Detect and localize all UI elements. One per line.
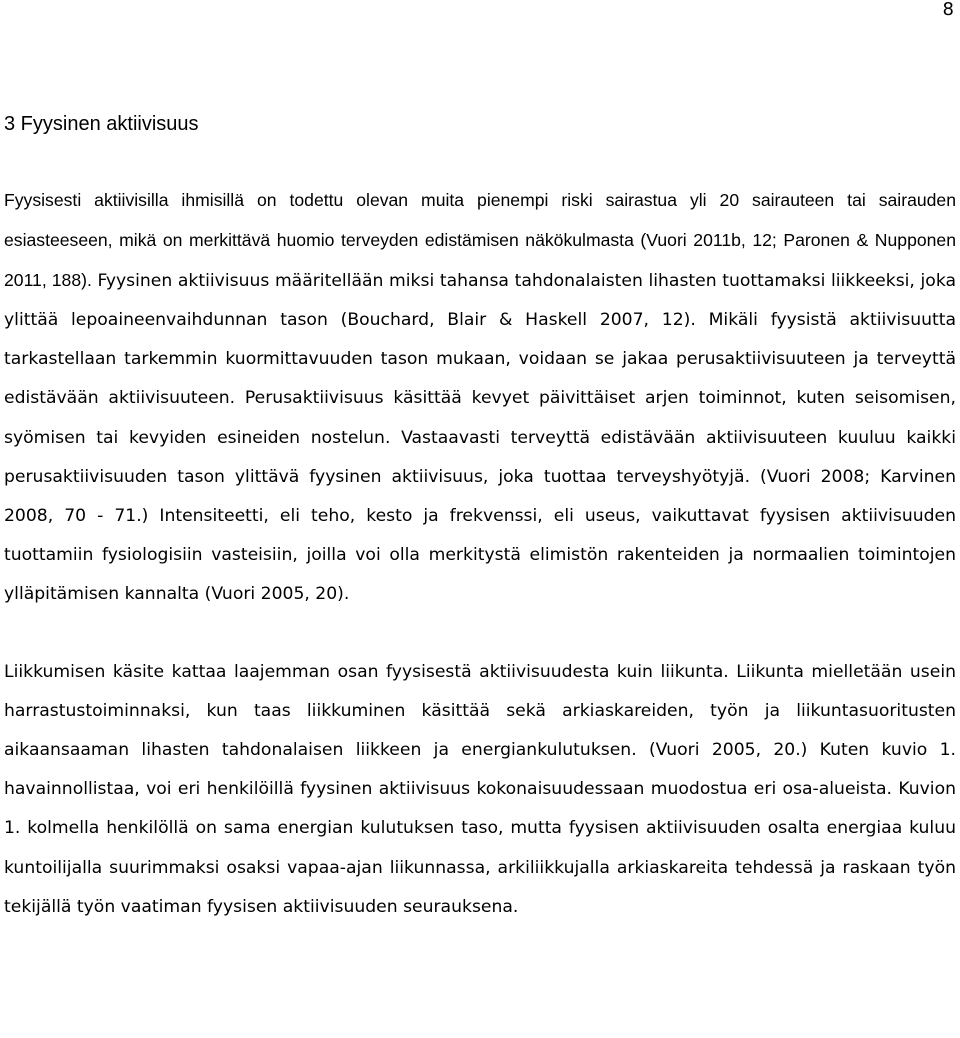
- paragraph-intro-sentence: Fyysisesti aktiivisilla ihmisillä on todettu olevan muita pienempi riski sairastua yli 20 sairauteen tai sairauden esiasteeseen, mikä on merkittävä huomio terveyden edistämisen näkökulmasta (Vuori 2011b, 12; Paronen & Nupponen 2011, 188).: [4, 190, 956, 291]
- paragraph-movement-concept: [4, 653, 956, 927]
- section-heading: 3 Fyysinen aktiivisuus: [4, 113, 199, 135]
- paragraph-physical-activity: [4, 181, 956, 614]
- body-text: [4, 181, 956, 927]
- paragraph-body-text: Liikkumisen käsite kattaa laajemman osan fyysisestä aktiivisuudesta kuin liikunta. Liikunta mielletään usein harrastustoiminnaksi, kun taas liikkuminen käsittää sekä arkiaskareiden, työn ja liikuntasuoritusten aikaansaaman lihasten tahdonalaisen liikkeen ja energiankulutuksen. (Vuori 2005, 20.) Kuten kuvio 1. havainnollistaa, voi eri henkilöillä fyysinen aktiivisuus kokonaisuudessaan muodostua eri osa-alueista. Kuvion 1. kolmella henkilöllä on sama energian kulutuksen taso, mutta fyysisen aktiivisuuden osalta energiaa kuluu kuntoilijalla suurimmaksi osaksi vapaa-ajan liikunnassa, arkiliikkujalla arkiaskareita tehdessä ja raskaan työn tekijällä työn vaatiman fyysisen aktiivisuuden seurauksena.: [4, 662, 956, 917]
- page-number: 8: [942, 0, 954, 20]
- paragraph-body-text: Fyysinen aktiivisuus määritellään miksi tahansa tahdonalaisten lihasten tuottamaksi liikkeeksi, joka ylittää lepoaineenvaihdunnan tason (Bouchard, Blair & Haskell 2007, 12). Mikäli fyysistä aktiivisuutta tarkastellaan tarkemmin kuormittavuuden tason mukaan, voidaan se jakaa perusaktiivisuuteen ja terveyttä edistävään aktiivisuuteen. Perusaktiivisuus käsittää kevyet päivittäiset arjen toiminnot, kuten seisomisen, syömisen tai kevyiden esineiden nostelun. Vastaavasti terveyttä edistävään aktiivisuuteen kuuluu kaikki perusaktiivisuuden tason ylittävä fyysinen aktiivisuus, joka tuottaa terveyshyötyjä. (Vuori 2008; Karvinen 2008, 70 - 71.) Intensiteetti, eli teho, kesto ja frekvenssi, eli useus, vaikuttavat fyysisen aktiivisuuden tuottamiin fysiologisiin vasteisiin, joilla voi olla merkitystä elimistön rakenteiden ja normaalien toimintojen ylläpitämisen kannalta (Vuori 2005, 20).: [4, 271, 956, 604]
